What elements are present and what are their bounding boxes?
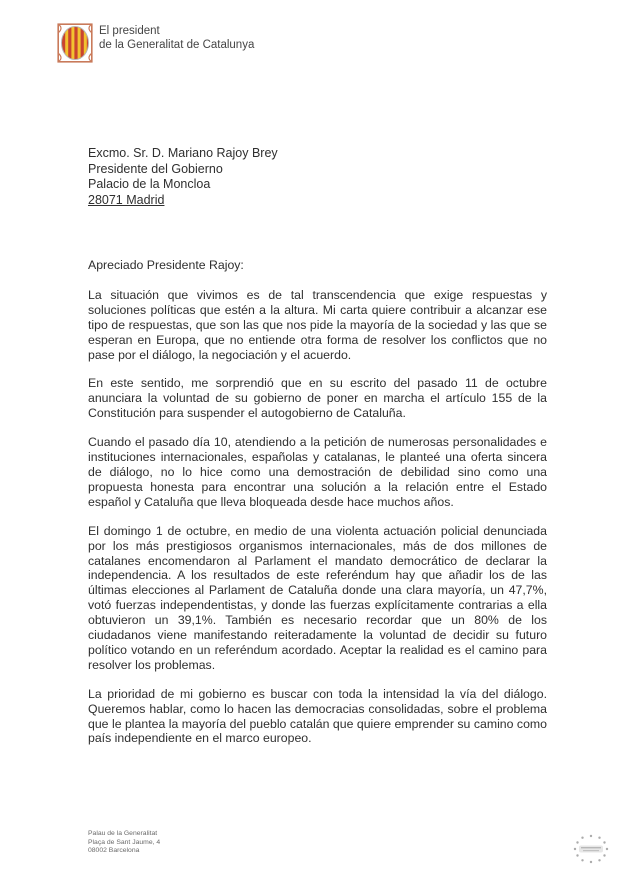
- letterhead: [57, 22, 254, 64]
- paragraph-2: En este sentido, me sorprendió que en su escrito del pasado 11 de octubre anunciara la voluntad de su gobierno de poner en marcha el artículo 155 de la Constitución para suspender el autogobierno de Cataluña.: [88, 376, 547, 421]
- footer-address: [88, 830, 160, 856]
- paragraph-3: Cuando el pasado día 10, atendiendo a la petición de numerosas personalidades e instituciones internacionales, españolas y catalanas, le planteé una oferta sincera de diálogo, no lo hice como una demostración de debilidad sino como una propuesta honesta para encontrar una solución a la relación entre el Estado español y Cataluña que lleva bloqueada desde hace muchos años.: [88, 435, 547, 509]
- paragraph-5: La prioridad de mi gobierno es buscar con toda la intensidad la vía del diálogo. Queremos hablar, como lo hacen las democracias consolidadas, sobre el problema que le plantea la mayoría del pueblo catalán que quiere emprender su camino como país independiente en el marco europeo.: [88, 686, 547, 746]
- paragraph-4: El domingo 1 de octubre, en medio de una violenta actuación policial denunciada por los más prestigiosos organismos internacionales, más de dos millones de catalanes encomendaron al Parlament el mandato democrático de declarar la independencia. A los resultados de este referéndum hay que añadir los de las últimas elecciones al Parlament de Cataluña donde una clara mayoría, un 47,7%, votó fuerzas independentistas, y donde las fuerzas explícitamente contrarias a ella obtuvieron un 39,1%. También es necesario recordar que un 80% de los ciudadanos viene manifestando reiteradamente la voluntad de decidir su futuro político votando en un referéndum acordado. Aceptar la realidad es el camino para resolver los problemas.: [88, 523, 547, 672]
- salutation: Apreciado Presidente Rajoy:: [88, 258, 244, 272]
- sender-line2: de la Generalitat de Catalunya: [99, 39, 255, 51]
- recipient-name: Excmo. Sr. D. Mariano Rajoy Brey: [88, 146, 278, 160]
- generalitat-coat-of-arms-icon: [57, 22, 93, 64]
- recipient-title: Presidente del Gobierno: [88, 161, 223, 176]
- recipient-city: 28071 Madrid: [88, 192, 165, 207]
- letter-body: [88, 258, 547, 760]
- footer-line3: 08002 Barcelona: [88, 847, 140, 855]
- sender-identity: [99, 22, 254, 52]
- footer-line2: Plaça de Sant Jaume, 4: [88, 838, 161, 846]
- footer-line1: Palau de la Generalitat: [88, 830, 158, 837]
- sender-line1: El president: [99, 25, 160, 37]
- recipient-address: [88, 146, 278, 208]
- recipient-place: Palacio de la Moncloa: [88, 177, 211, 191]
- paragraph-1: La situación que vivimos es de tal transcendencia que exige respuestas y soluciones políticas que estén a la altura. Mi carta quiere contribuir a alcanzar ese tipo de respuestas, que son las que nos pide la mayoría de la sociedad y las que se esperan en Europa, que no entiende otra forma de resolver los conflictos que no pase por el diálogo, la negociación y el acuerdo.: [88, 287, 547, 362]
- registry-seal-icon: [571, 832, 611, 868]
